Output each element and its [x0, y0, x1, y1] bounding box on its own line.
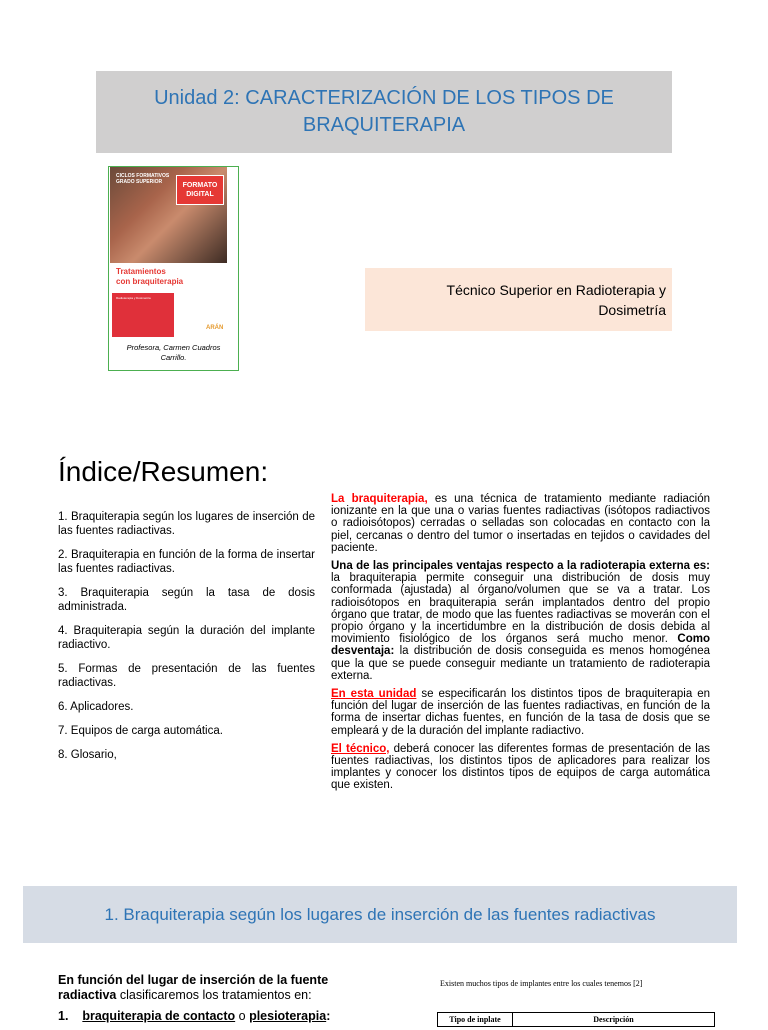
- section-1-item: [58, 1009, 378, 1024]
- publisher-logo: ARÁN: [206, 325, 224, 331]
- implant-types-table: [437, 1012, 715, 1027]
- unit-title-banner: [96, 71, 672, 153]
- course-subtitle-box: [365, 268, 672, 331]
- intro-disadvantage-text: la distribución de dosis conseguida es menos homogénea que la que se puede conseguir mediante un tratamiento de radioterapia externa.: [331, 645, 710, 682]
- cover-book-title: [116, 267, 226, 287]
- intro-definition-lead: La braquiterapia,: [331, 493, 428, 505]
- index-item: 7. Equipos de carga automática.: [58, 725, 223, 737]
- table-header-description: Descripción: [513, 1013, 715, 1027]
- section-1-intro-bold: En función del lugar de inserción de la fuente radiactiva: [58, 973, 329, 1002]
- index-list: [58, 510, 315, 772]
- intro-paragraph-unit: [331, 688, 710, 737]
- index-item: 4. Braquiterapia según la duración del implante radiactivo.: [58, 625, 315, 651]
- section-1-item-term2: plesioterapia: [249, 1009, 327, 1023]
- index-item: 6. Aplicadores.: [58, 701, 134, 713]
- course-subtitle: [447, 280, 666, 320]
- intro-paragraph-definition: [331, 493, 710, 554]
- intro-unit-lead: En esta unidad: [331, 688, 417, 701]
- teacher-caption-line2: Carrillo.: [160, 353, 187, 362]
- intro-advantage-lead: Una de las principales ventajas respecto a la radioterapia externa es:: [331, 560, 710, 573]
- section-1-item-number: 1.: [58, 1009, 69, 1023]
- section-1-intro: [58, 973, 378, 1003]
- cover-red-block: [112, 293, 174, 337]
- index-heading: Índice/Resumen:: [58, 456, 269, 487]
- intro-disadvantage-lead: Como desventaja:: [331, 633, 710, 658]
- unit-title-line2: BRAQUITERAPIA: [302, 114, 466, 136]
- section-1-item-term: braquiterapia de contacto: [82, 1009, 236, 1023]
- intro-paragraph-advantages: [331, 560, 710, 682]
- table-header-type: Tipo de inplate: [438, 1013, 513, 1027]
- unit-title: [154, 85, 614, 139]
- cover-book-title-line1: Tratamientos: [116, 267, 166, 276]
- intro-advantage-text: la braquiterapia permite conseguir una distribución de dosis muy conformada (ajustada) al órgano/volumen que se va a tratar. Los radioisótopos en braquiterapia serán implantados dentro del propio órgano que tratar, de modo que las fuentes radiactivas se moverán con el propio órgano y la incertidumbre en la distribución de dosis debida al movimiento fisiológico de los órganos será mucho menor.: [331, 572, 710, 646]
- cover-block-text: Radioterapia y Dosimetría: [116, 296, 151, 300]
- index-item: 3. Braquiterapia según la tasa de dosis administrada.: [58, 587, 315, 613]
- intro-unit-text: se especificarán los distintos tipos de braquiterapia en función del lugar de inserción de las fuentes radiactivas, en función de la forma de insertar dichas fuentes, en función de la tasa de dosis que se empleará y de la duración del implante radiactivo.: [331, 688, 711, 737]
- table-caption: Existen muchos tipos de implantes entre los cuales tenemos [2]: [440, 979, 643, 988]
- index-item: 2. Braquiterapia en función de la forma de insertar las fuentes radiactivas.: [58, 549, 315, 575]
- intro-technician-lead: El técnico,: [331, 742, 390, 755]
- index-item: 5. Formas de presentación de las fuentes radiactivas.: [58, 663, 315, 689]
- intro-text: [331, 493, 710, 798]
- section-1-banner: [23, 886, 737, 943]
- section-1-title: 1. Braquiterapia según los lugares de inserción de las fuentes radiactivas: [104, 904, 656, 924]
- cover-format-badge: FORMATO DIGITAL: [176, 175, 224, 205]
- intro-technician-text: deberá conocer las diferentes formas de presentación de las fuentes radiactivas, los distintos tipos de aplicadores para realizar los implantes y conocer los distintos tipos de equipos de carga automática que existen.: [331, 742, 710, 792]
- book-cover-card: [108, 166, 239, 371]
- course-subtitle-line1: Técnico Superior en Radioterapia y: [446, 281, 666, 298]
- index-item: 1. Braquiterapia según los lugares de inserción de las fuentes radiactivas.: [58, 511, 315, 537]
- book-cover-image: [110, 167, 227, 339]
- section-1-intro-rest: clasificaremos los tratamientos en:: [116, 988, 312, 1002]
- section-1-item-colon: :: [326, 1009, 331, 1023]
- cover-series-label: CICLOS FORMATIVOS GRADO SUPERIOR: [116, 173, 170, 185]
- cover-book-title-line2: con braquiterapia: [116, 277, 184, 286]
- unit-title-line1: Unidad 2: CARACTERIZACIÓN DE LOS TIPOS DE: [154, 87, 614, 109]
- intro-paragraph-technician: [331, 743, 710, 792]
- teacher-caption-line1: Profesora, Carmen Cuadros: [126, 343, 221, 352]
- intro-definition-text: es una técnica de tratamiento mediante radiación ionizante en la que una o varias fuentes radiactivas (isótopos radiactivos o radioisótopos) cerradas o selladas son colocadas en contacto con la piel, cercanas o dentro del tumor o insertadas en tejidos o cavidades del paciente.: [331, 493, 710, 554]
- teacher-caption: [109, 343, 238, 363]
- index-item: 8. Glosario,: [58, 749, 117, 761]
- course-subtitle-line2: Dosimetría: [598, 301, 666, 318]
- section-1-item-connector: o: [235, 1009, 250, 1023]
- section-1-body: [58, 973, 378, 1030]
